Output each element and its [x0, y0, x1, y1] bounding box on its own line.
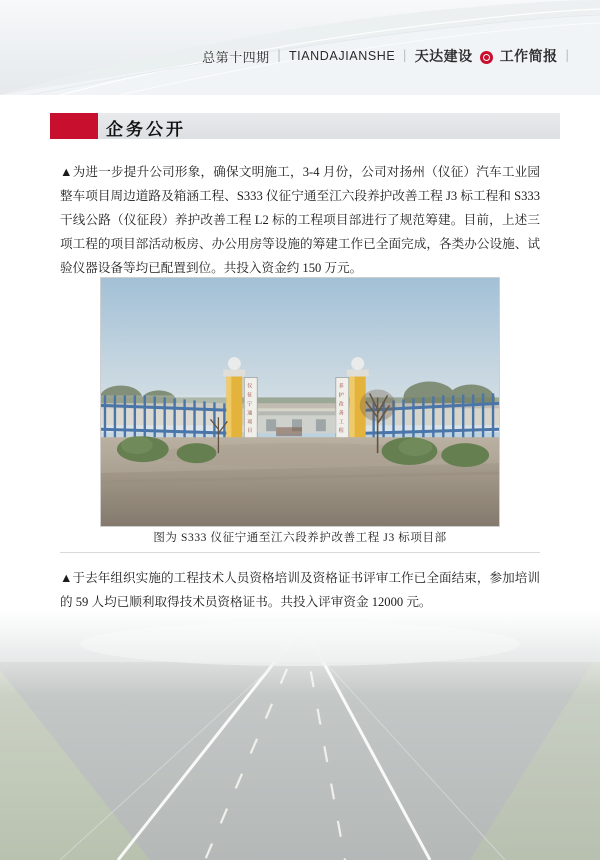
svg-text:征: 征: [247, 393, 253, 399]
svg-text:程: 程: [338, 429, 344, 435]
circle-logo-icon: [480, 51, 493, 64]
photo-graphic: [101, 278, 499, 527]
footer-road-image: [0, 610, 600, 860]
svg-text:宁: 宁: [247, 402, 253, 408]
svg-text:通: 通: [247, 411, 253, 417]
photo-caption: 图为 S333 仪征宁通至江六段养护改善工程 J3 标项目部: [153, 532, 447, 544]
brand-name: 天达建设: [414, 50, 473, 65]
separator-3: |: [565, 48, 569, 63]
svg-text:目: 目: [247, 429, 253, 435]
svg-text:仪: 仪: [247, 384, 253, 390]
page-header: [0, 0, 600, 95]
svg-text:项: 项: [247, 420, 253, 426]
svg-text:工: 工: [338, 420, 344, 426]
separator-2: |: [403, 48, 407, 63]
road-graphic: [0, 610, 600, 860]
pinyin-title: TIANDAJIANSHE: [288, 49, 396, 63]
section-header: [50, 113, 560, 139]
separator-1: |: [277, 48, 281, 63]
svg-text:善: 善: [338, 411, 344, 417]
section-header-accent-block: [50, 113, 98, 139]
issue-number: 总第十四期: [202, 49, 270, 65]
masthead: [202, 46, 570, 66]
publication-name: 工作简报: [499, 50, 558, 65]
divider-rule: [60, 552, 540, 553]
svg-text:护: 护: [338, 393, 344, 399]
article-body-top: [60, 160, 540, 280]
paragraph-2: ▲于去年组织实施的工程技术人员资格培训及资格证书评审工作已全面结束，参加培训的 59 人均已顺利取得技术员资格证书。共投入评审资金 12000 元。: [60, 571, 540, 609]
section-title: 企务公开: [106, 120, 186, 139]
svg-text:改: 改: [338, 402, 344, 408]
construction-site-gate-photo: [100, 277, 500, 527]
svg-text:养: 养: [338, 384, 344, 390]
paragraph-1: ▲为进一步提升公司形象，确保文明施工，3-4 月份，公司对扬州（仪征）汽车工业园整车项目周边道路及箱涵工程、S333 仪征宁通至江六段养护改善工程 J3 标工程和 S333 干线公路（仪征段）养护改善工程 L2 标的工程项目部进行了规范筹建。目前，上述三项工程的项目部活动板房、办公用房等设施的筹建工作已全面完成，各类办公设施、试验仪器设备等均已配置到位。共投入资金约 150 万元。: [60, 165, 540, 275]
